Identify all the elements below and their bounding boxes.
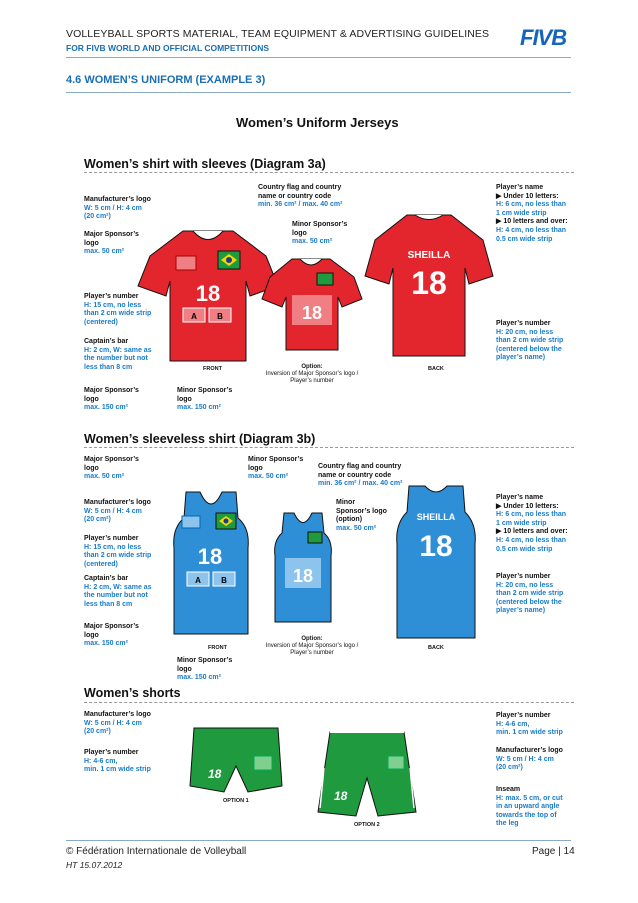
red-jersey-back — [365, 210, 493, 360]
svg-text:SHEILLA: SHEILLA — [407, 250, 451, 261]
label-manufacturer-shorts-right: Manufacturer’s logo W: 5 cm / H: 4 cm (20 cm²) — [496, 747, 563, 772]
fivb-logo: FIVB — [520, 25, 567, 50]
label-manufacturer-3b: Manufacturer’s logo W: 5 cm / H: 4 cm (20 cm²) — [84, 499, 151, 524]
caption-front-3a: FRONT — [203, 366, 222, 372]
svg-text:B: B — [217, 312, 223, 321]
red-jersey-option — [262, 255, 362, 355]
caption-back-3a: BACK — [428, 366, 444, 372]
footer-rule — [66, 840, 571, 841]
svg-text:A: A — [195, 576, 201, 585]
label-number-3b: Player’s number H: 15 cm, no less than 2 cm wide strip (centered) — [84, 535, 152, 568]
svg-text:18: 18 — [301, 303, 323, 323]
svg-text:18: 18 — [411, 265, 447, 301]
blue-jersey-front — [172, 488, 250, 638]
label-major-bottom-3b: Major Sponsor’s logo max. 150 cm² — [84, 623, 139, 648]
label-number-back-3a: Player’s number H: 20 cm, no less than 2 cm wide strip (centered below the player’s name) — [496, 320, 564, 362]
caption-option-3a: Option: Inversion of Major Sponsor’s logo / Player’s number — [265, 364, 359, 384]
divider — [84, 447, 574, 448]
svg-text:18: 18 — [195, 281, 221, 306]
caption-front-3b: FRONT — [208, 645, 227, 651]
label-minor-bottom-3b: Minor Sponsor’s logo max. 150 cm² — [177, 657, 233, 682]
shorts-title: Women’s shorts — [84, 686, 181, 700]
label-minor-bottom-3a: Minor Sponsor’s logo max. 150 cm² — [177, 387, 233, 412]
label-number-shorts: Player’s number H: 4-6 cm, min. 1 cm wide strip — [84, 749, 151, 774]
caption-option-1: OPTION 1 — [223, 798, 249, 804]
svg-text:18: 18 — [419, 530, 453, 563]
caption-option-3b: Option: Inversion of Major Sponsor’s logo / Player’s number — [265, 636, 359, 656]
label-flag-3a: Country flag and country name or country code min. 36 cm² / max. 40 cm² — [258, 184, 343, 209]
label-minor-side-3b: Minor Sponsor’s logo (option) max. 50 cm² — [336, 499, 387, 532]
label-minor-side-3a: Minor Sponsor’s logo max. 50 cm² — [292, 221, 348, 246]
svg-text:18: 18 — [208, 767, 222, 781]
footer-copyright: © Fédération Internationale de Volleyball — [66, 846, 247, 857]
label-number-back-3b: Player’s number H: 20 cm, no less than 2 cm wide strip (centered below the player’s name) — [496, 573, 564, 615]
section-title: 4.6 WOMEN’S UNIFORM (EXAMPLE 3) — [66, 74, 266, 86]
header-title: VOLLEYBALL SPORTS MATERIAL, TEAM EQUIPMENT & ADVERTISING GUIDELINES — [66, 28, 490, 40]
header-subtitle: FOR FIVB WORLD AND OFFICIAL COMPETITIONS — [66, 43, 270, 53]
label-captain-3a: Captain’s bar H: 2 cm, W: same as the number but not less than 8 cm — [84, 338, 152, 371]
caption-option-2: OPTION 2 — [354, 822, 380, 828]
label-minor-top-3b: Minor Sponsor’s logo max. 50 cm² — [248, 456, 304, 481]
main-title: Women’s Uniform Jerseys — [236, 115, 399, 130]
label-manufacturer-3a: Manufacturer’s logo W: 5 cm / H: 4 cm (20 cm²) — [84, 196, 151, 221]
svg-text:B: B — [221, 576, 227, 585]
header-rule — [66, 57, 571, 58]
svg-text:18: 18 — [292, 566, 314, 586]
diagram-3a-title: Women’s shirt with sleeves (Diagram 3a) — [84, 157, 326, 171]
divider — [84, 702, 574, 703]
blue-jersey-back — [395, 482, 477, 642]
diagram-3b-title: Women’s sleeveless shirt (Diagram 3b) — [84, 432, 316, 446]
svg-text:18: 18 — [197, 544, 223, 569]
label-number-3a: Player’s number H: 15 cm, no less than 2 cm wide strip (centered) — [84, 293, 152, 326]
label-inseam: Inseam H: max. 5 cm, or cut in an upward angle towards the top of the leg — [496, 786, 563, 828]
svg-text:18: 18 — [334, 789, 348, 803]
shorts-option-2 — [318, 728, 416, 818]
shorts-option-1 — [190, 726, 282, 796]
label-name-3b: Player’s name ▶ Under 10 letters: H: 6 cm, no less than 1 cm wide strip ▶ 10 letters and over: H: 4 cm, no less than 0.5 cm wide strip — [496, 494, 568, 553]
blue-jersey-option — [273, 510, 333, 625]
label-name-3a: Player’s name ▶ Under 10 letters: H: 6 cm, no less than 1 cm wide strip ▶ 10 letters and over: H: 4 cm, no less than 0.5 cm wide strip — [496, 184, 568, 243]
label-major-top-3b: Major Sponsor’s logo max. 50 cm² — [84, 456, 139, 481]
footer-date: HT 15.07.2012 — [66, 860, 123, 870]
red-jersey-front — [138, 226, 278, 366]
svg-text:A: A — [191, 312, 197, 321]
label-manufacturer-shorts: Manufacturer’s logo W: 5 cm / H: 4 cm (20 cm²) — [84, 711, 151, 736]
label-captain-3b: Captain’s bar H: 2 cm, W: same as the number but not less than 8 cm — [84, 575, 152, 608]
section-rule — [66, 92, 571, 93]
svg-text:SHEILLA: SHEILLA — [416, 512, 456, 522]
label-flag-3b: Country flag and country name or country code min. 36 cm² / max. 40 cm² — [318, 463, 403, 488]
caption-back-3b: BACK — [428, 645, 444, 651]
divider — [84, 172, 574, 173]
label-major-top-3a: Major Sponsor’s logo max. 50 cm² — [84, 231, 139, 256]
label-number-shorts-right: Player’s number H: 4-6 cm, min. 1 cm wide strip — [496, 712, 563, 737]
page-number: Page | 14 — [532, 846, 575, 857]
label-major-bottom-3a: Major Sponsor’s logo max. 150 cm² — [84, 387, 139, 412]
